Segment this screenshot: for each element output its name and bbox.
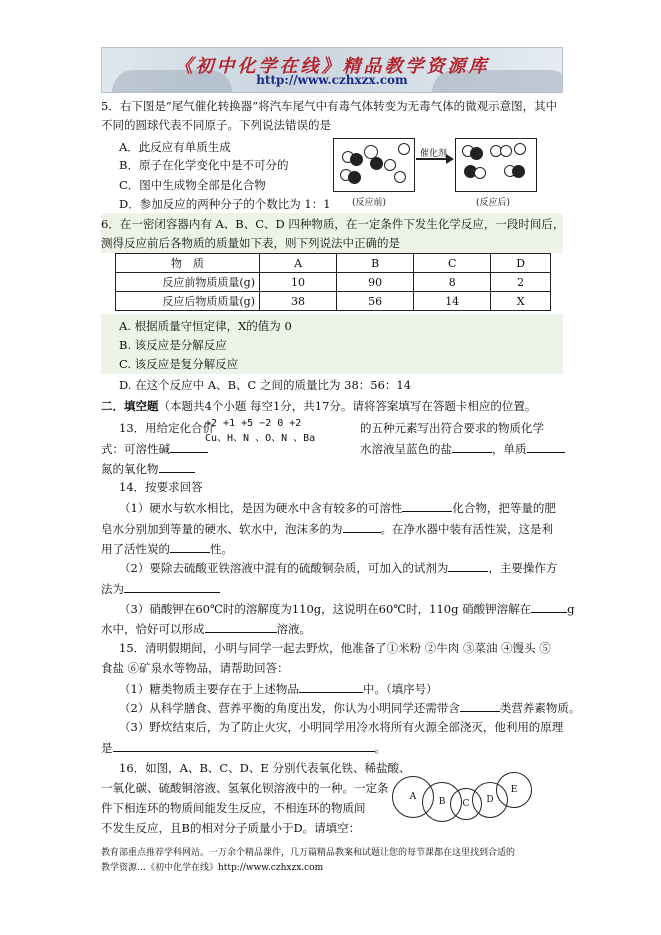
- answer-blank[interactable]: [205, 620, 277, 633]
- ring-b: B: [422, 782, 462, 822]
- footer-line2[interactable]: 教学资源…《初中化学在线》http://www.czhxzx.com: [101, 863, 324, 873]
- answer-blank[interactable]: [170, 440, 208, 453]
- answer-blank[interactable]: [527, 440, 565, 453]
- table-header-cell: A: [260, 254, 337, 273]
- q15-p1: [119, 680, 438, 697]
- q6-option-d: D. 在这个反应中 A、B、C 之间的质量比为 38：56：14: [119, 378, 412, 392]
- text: 用了活性炭的: [101, 542, 170, 556]
- text: （1）糖类物质主要存在于上述物品: [119, 682, 299, 696]
- q16-line2: 一氧化碳、硫酸铜溶液、氢氧化钡溶液中的一种。一定条: [101, 781, 389, 795]
- text: 。在净水器中装有活性炭，这是利: [380, 522, 553, 536]
- text: 法为: [101, 582, 124, 596]
- banner-url[interactable]: http://www.czhxzx.com: [256, 73, 408, 87]
- q16-line3: 件下相连环的物质间能发生反应，不相连环的物质间: [101, 801, 366, 815]
- q6-option-b: B. 该反应是分解反应: [119, 338, 227, 352]
- valence-row: +2 +1 +5 −2 0 +2: [205, 418, 302, 429]
- reaction-before-box: [333, 138, 415, 192]
- q13-oxide-label: 氮的氧化物: [101, 462, 159, 476]
- text: 皂水分别加到等量的硬水、软水中，泡沫多的为: [101, 522, 343, 536]
- ring-a: A: [392, 776, 434, 818]
- q5-option-b: B．原子在化学变化中是不可分的: [119, 158, 289, 172]
- label-after: (反应后): [476, 198, 511, 208]
- q13-base-label: 式：可溶性碱: [101, 442, 170, 456]
- table-cell: 38: [260, 292, 337, 311]
- text: 类营养素物质。: [499, 701, 581, 715]
- table-header-cell: C: [414, 254, 491, 273]
- answer-blank[interactable]: [460, 699, 500, 712]
- table-cell: 2: [491, 273, 551, 292]
- answer-blank[interactable]: [113, 739, 375, 752]
- text: （3）硝酸钾在60℃时的溶解度为110g，这说明在60℃时，110g 硝酸钾溶解在: [119, 602, 532, 616]
- q14-p2-line1: [119, 559, 557, 576]
- text: 是: [101, 741, 113, 755]
- q13-part1: 13．用给定化合价: [119, 421, 215, 435]
- answer-blank[interactable]: [343, 520, 381, 533]
- reaction-after-box: [455, 138, 537, 192]
- answer-blank[interactable]: [299, 680, 363, 693]
- q13-element-label: ，单质: [492, 442, 527, 456]
- valence-elements: [205, 416, 355, 448]
- text: （2）要除去硫酸亚铁溶液中混有的硫酸铜杂质，可加入的试剂为: [119, 561, 449, 575]
- q15-line1: 15．清明假期间，小明与同学一起去野炊，他准备了①米粉 ②牛肉 ③菜油 ④馒头 ⑤: [119, 641, 551, 655]
- table-header-cell: B: [337, 254, 414, 273]
- table-cell: X: [491, 292, 551, 311]
- table-row: [116, 292, 551, 311]
- q13-line2: [101, 440, 208, 457]
- answer-blank[interactable]: [452, 440, 492, 453]
- footer: [101, 846, 571, 876]
- text: 溶液。: [276, 622, 311, 636]
- table-cell: 10: [260, 273, 337, 292]
- q15-line2: 食盐 ⑥矿泉水等物品，请帮助回答：: [101, 661, 289, 675]
- banner-title: 《初中化学在线》精品教学资源库: [174, 56, 490, 77]
- table-cell: 8: [414, 273, 491, 292]
- q14-p1-line2: [101, 520, 553, 537]
- text: 。: [374, 741, 386, 755]
- footer-line1: 教育部重点推荐学科网站。一万余个精品课件，几万篇精品教案和试题让您的每节课都在这里找到合适的: [101, 848, 516, 858]
- section-heading-line: [101, 398, 536, 414]
- label-before: (反应前): [352, 198, 387, 208]
- q14-p3-line1: [119, 600, 574, 617]
- table-cell: 反应前物质质量(g): [116, 273, 260, 292]
- answer-blank[interactable]: [170, 540, 210, 553]
- table-cell: 反应后物质质量(g): [116, 292, 260, 311]
- table-cell: 90: [337, 273, 414, 292]
- catalyst-label: 催化剂: [420, 149, 448, 159]
- q15-p3-line2: [101, 739, 386, 756]
- header-banner: [101, 47, 563, 93]
- answer-blank[interactable]: [124, 580, 220, 593]
- table-row: [116, 254, 551, 273]
- q6-option-c: C. 该反应是复分解反应: [119, 357, 239, 371]
- q5-stem-line1: 5．右下图是“尾气催化转换器”将汽车尾气中有毒气体转变为无毒气体的微观示意图，其中: [101, 99, 558, 113]
- text: 水中，恰好可以形成: [101, 622, 205, 636]
- q6-stem-line1: 6．在一密闭容器内有 A、B、C、D 四种物质，在一定条件下发生化学反应，一段时间后，: [101, 217, 565, 231]
- text: （1）硬水与软水相比，是因为硬水中含有较多的可溶性: [119, 501, 403, 515]
- section-desc: （本题共4个小题 每空1分，共17分。请将答案填写在答题卡相应的位置。: [158, 399, 537, 413]
- answer-blank[interactable]: [448, 559, 488, 572]
- q13-line3: [101, 460, 195, 477]
- answer-blank[interactable]: [531, 600, 567, 613]
- q13-line2-right: [360, 440, 565, 457]
- q15-p3: （3）野炊结束后，为了防止火灾，小明同学用冷水将所有火源全部浇灭，他利用的原理: [119, 720, 564, 734]
- q16-line4: 不发生反应，且B的相对分子质量小于D。请填空：: [101, 821, 361, 835]
- text: ，主要操作方: [488, 561, 558, 575]
- ring-e: E: [496, 772, 532, 808]
- table-header-cell: 物 质: [116, 254, 260, 273]
- text: （2）从科学膳食、营养平衡的角度出发，你认为小明同学还需带含: [119, 701, 460, 715]
- text: 中。（填序号）: [362, 682, 438, 696]
- table-cell: 14: [414, 292, 491, 311]
- ring-d: D: [472, 782, 508, 818]
- q14-p2-line2: [101, 580, 220, 597]
- section-heading: 二．填空题: [101, 399, 159, 413]
- answer-blank[interactable]: [402, 499, 452, 512]
- table-header-cell: D: [491, 254, 551, 273]
- q5-option-a: A．此反应有单质生成: [119, 140, 231, 154]
- element-row: Cu、H、N 、O、N 、Ba: [205, 433, 316, 444]
- text: 性。: [210, 542, 233, 556]
- text: g: [567, 602, 575, 616]
- answer-blank[interactable]: [159, 460, 195, 473]
- q14-title: 14．按要求回答: [119, 480, 203, 494]
- q14-p3-line2: [101, 620, 311, 637]
- ring-c: C: [450, 788, 482, 820]
- q5-option-c: C．图中生成物全部是化合物: [119, 178, 266, 192]
- q14-p1-line1: [119, 499, 556, 516]
- q5-option-d: D．参加反应的两种分子的个数比为 1：1: [119, 197, 331, 211]
- text: 化合物，把等量的肥: [452, 501, 556, 515]
- q16-line1: 16．如图，A、B、C、D、E 分别代表氧化铁、稀盐酸、: [119, 761, 411, 775]
- q6-option-a: A. 根据质量守恒定律，X的值为 0: [119, 319, 292, 333]
- arrow-head-icon: [446, 154, 454, 164]
- ring-diagram: [390, 768, 550, 828]
- q15-p2: [119, 699, 580, 716]
- q6-stem-line2: 测得反应前后各物质的质量如下表，则下列说法中正确的是: [101, 236, 400, 250]
- q13-salt-label: 水溶液呈蓝色的盐: [360, 442, 452, 456]
- mass-table: [115, 253, 551, 311]
- table-row: [116, 273, 551, 292]
- q14-p1-line3: [101, 540, 233, 557]
- q5-stem-line2: 不同的圆球代表不同原子。下列说法错误的是: [101, 118, 331, 132]
- q13-part2: 的五种元素写出符合要求的物质化学: [360, 421, 544, 435]
- table-cell: 56: [337, 292, 414, 311]
